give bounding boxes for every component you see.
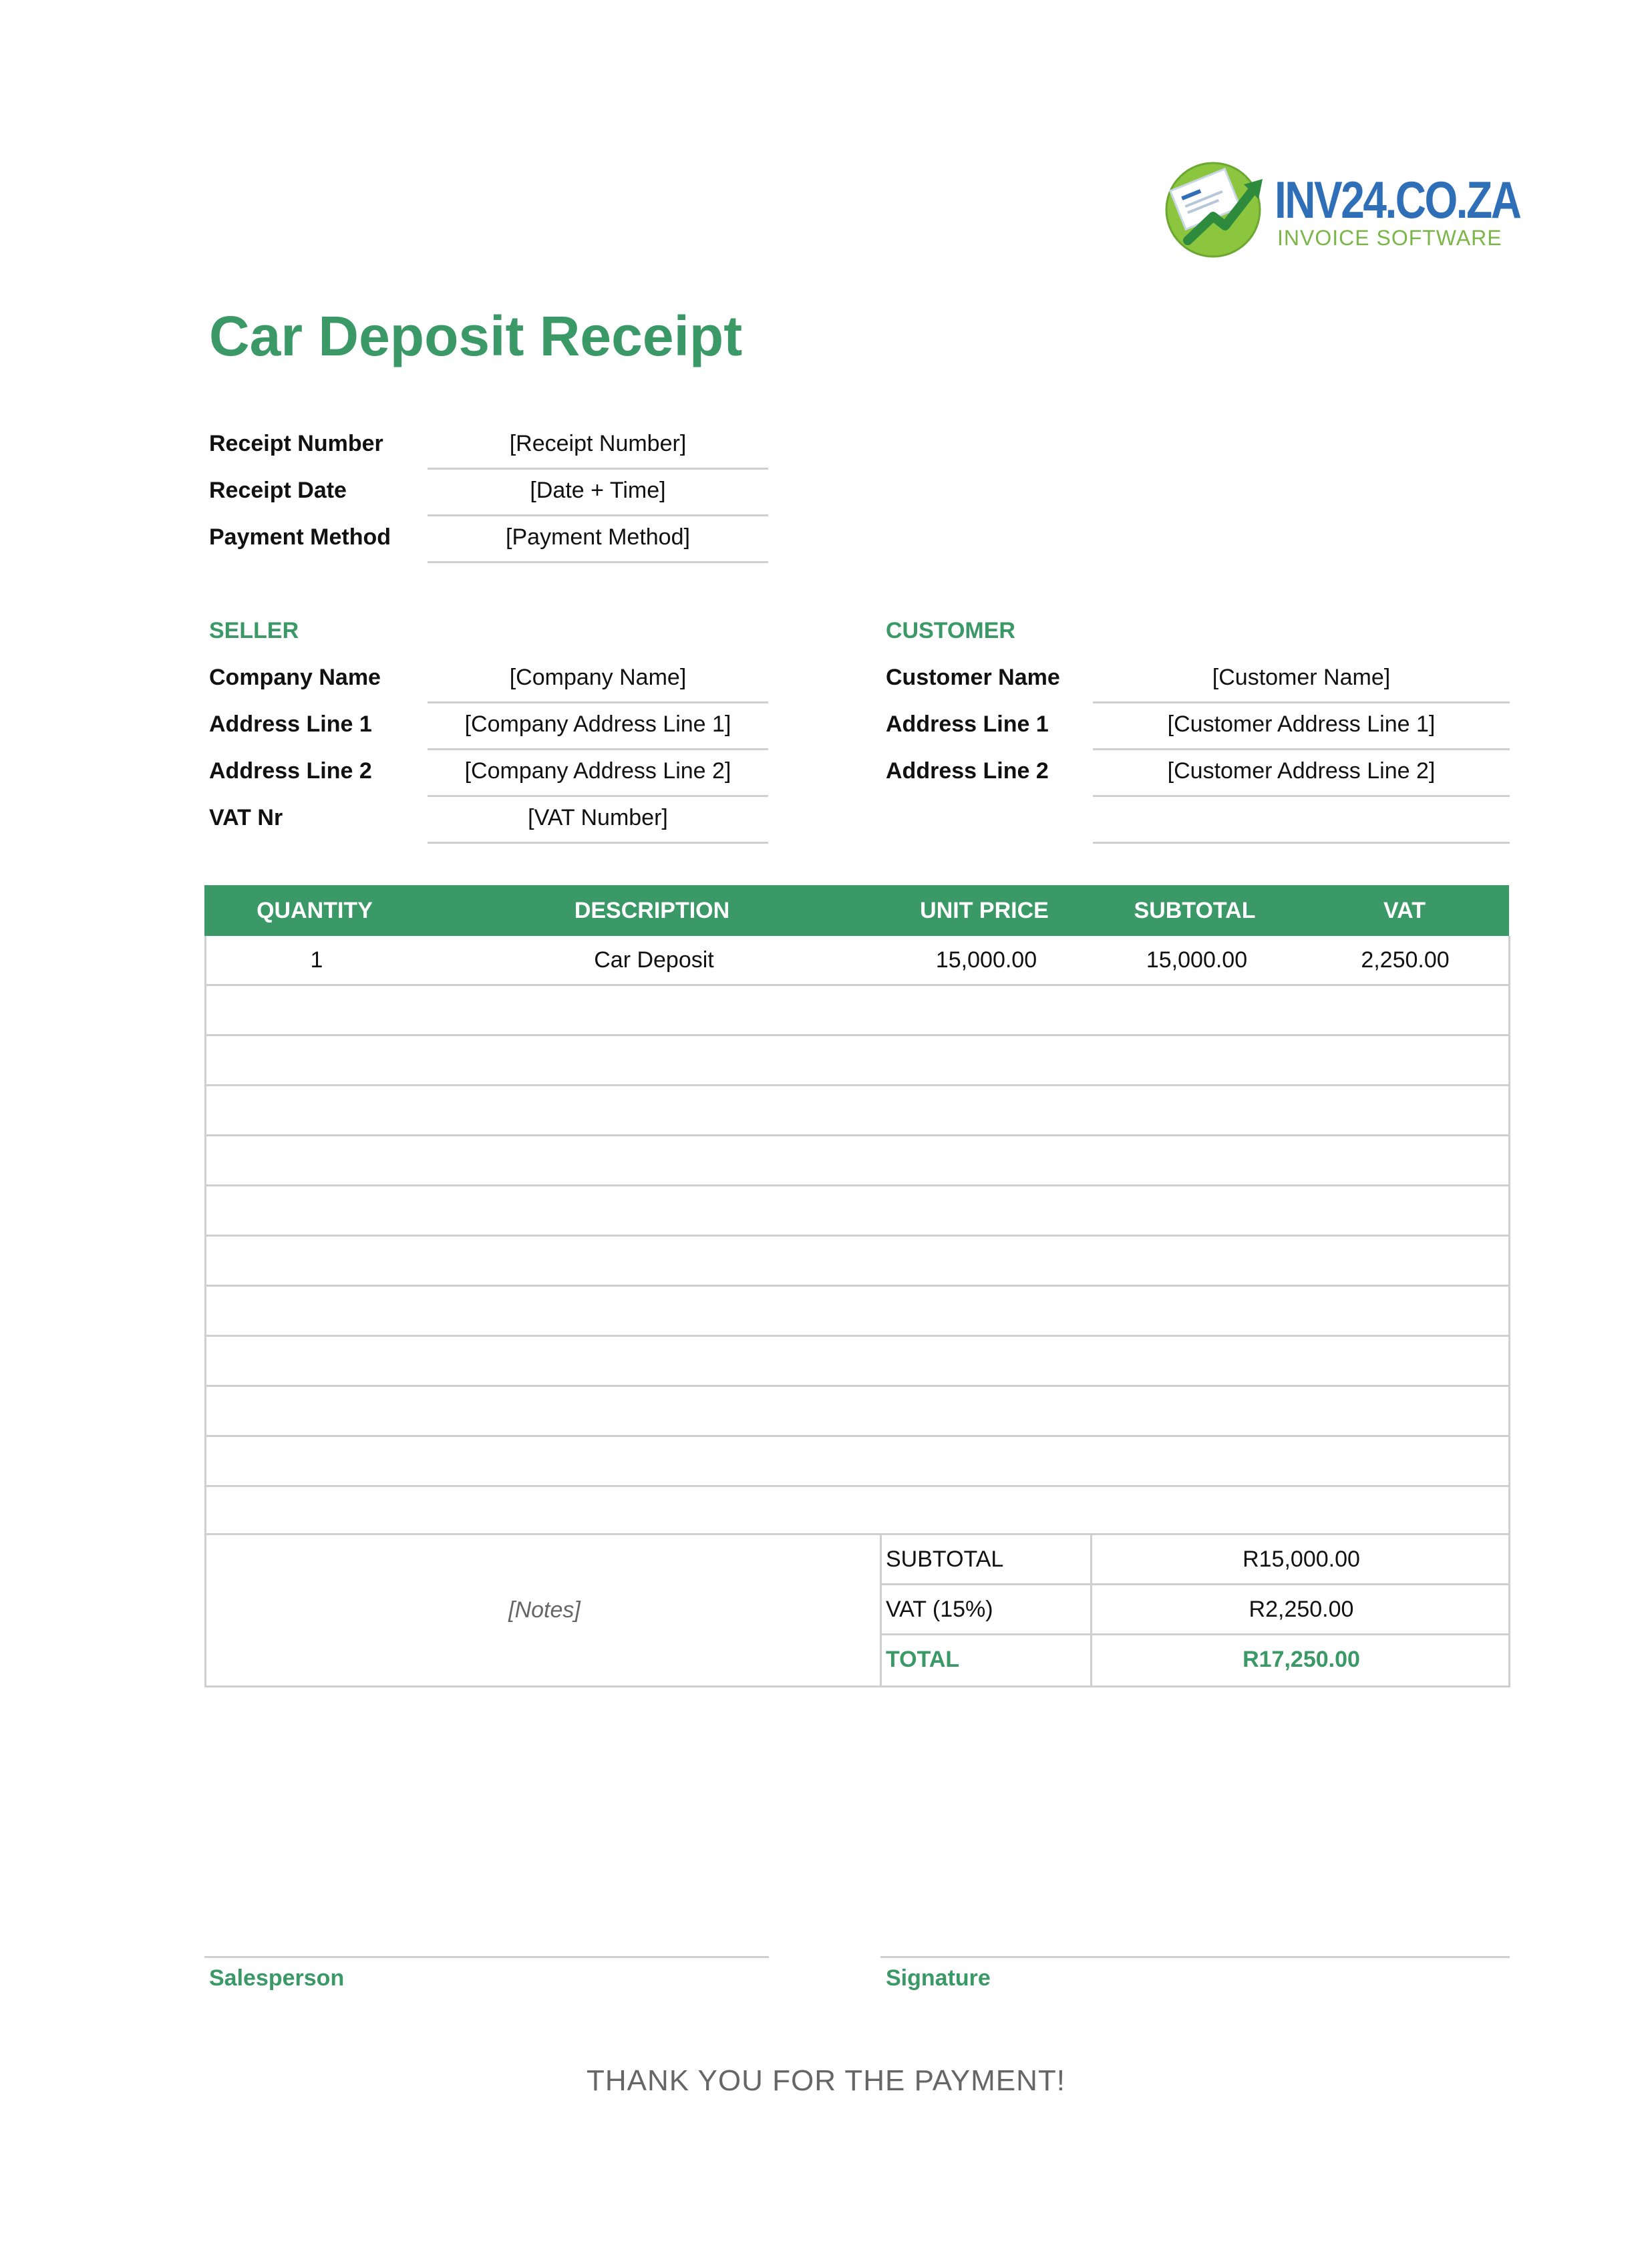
totals-grid — [880, 1535, 1510, 1685]
divider — [428, 561, 768, 563]
divider — [428, 842, 768, 844]
signature-label: Signature — [886, 1965, 991, 1991]
vat-value: R2,250.00 — [1249, 1597, 1354, 1622]
customer-name-value: [Customer Name] — [1212, 665, 1391, 690]
table-row — [206, 936, 1508, 986]
table-row — [206, 1437, 1508, 1487]
table-row — [206, 1136, 1508, 1186]
items-table-body — [204, 936, 1510, 1535]
totals-section — [204, 1535, 1510, 1687]
receipt-date-label: Receipt Date — [209, 478, 347, 503]
divider — [1093, 748, 1510, 750]
customer-address-line-1-label: Address Line 1 — [886, 711, 1049, 737]
divider — [428, 795, 768, 797]
cell-subtotal: 15,000.00 — [1146, 947, 1248, 973]
seller-address-line-1-value: [Company Address Line 1] — [464, 711, 731, 737]
cell-vat: 2,250.00 — [1361, 947, 1450, 973]
table-row — [206, 1387, 1508, 1437]
header-vat: VAT — [1383, 898, 1426, 923]
divider — [1093, 842, 1510, 844]
salesperson-label: Salesperson — [209, 1965, 345, 1991]
payment-method-value: [Payment Method] — [506, 524, 690, 550]
customer-address-line-2-label: Address Line 2 — [886, 758, 1049, 784]
seller-heading: SELLER — [209, 618, 299, 643]
receipt-number-value: [Receipt Number] — [509, 431, 687, 456]
table-row — [206, 1487, 1508, 1537]
notes-text: [Notes] — [508, 1597, 581, 1623]
salesperson-signature-line — [204, 1956, 769, 1958]
seller-address-line-1-label: Address Line 1 — [209, 711, 372, 737]
cell-quantity: 1 — [310, 947, 323, 973]
subtotal-value: R15,000.00 — [1243, 1547, 1360, 1572]
header-unit-price: UNIT PRICE — [920, 898, 1049, 923]
seller-company-name-label: Company Name — [209, 665, 381, 690]
seller-company-name-value: [Company Name] — [509, 665, 687, 690]
customer-name-label: Customer Name — [886, 665, 1060, 690]
seller-vat-value: [VAT Number] — [528, 805, 668, 830]
footer-message: THANK YOU FOR THE PAYMENT! — [586, 2064, 1066, 2097]
divider — [428, 701, 768, 703]
total-value: R17,250.00 — [1243, 1647, 1360, 1672]
total-label: TOTAL — [886, 1647, 960, 1672]
table-row — [206, 1036, 1508, 1086]
page-title: Car Deposit Receipt — [209, 305, 743, 367]
logo-graphic-icon — [1161, 155, 1275, 262]
receipt-date-value: [Date + Time] — [530, 478, 666, 503]
company-logo — [1161, 155, 1520, 262]
table-row — [206, 1287, 1508, 1337]
header-subtotal: SUBTOTAL — [1134, 898, 1256, 923]
total-row — [882, 1635, 1510, 1685]
cell-unit-price: 15,000.00 — [935, 947, 1037, 973]
subtotal-row — [882, 1535, 1510, 1585]
payment-method-label: Payment Method — [209, 524, 391, 550]
receipt-number-label: Receipt Number — [209, 431, 383, 456]
customer-address-line-1-value: [Customer Address Line 1] — [1167, 711, 1436, 737]
customer-heading: CUSTOMER — [886, 618, 1015, 643]
header-quantity: QUANTITY — [257, 898, 373, 923]
table-row — [206, 1086, 1508, 1136]
logo-tagline: INVOICE SOFTWARE — [1277, 226, 1502, 250]
table-row — [206, 986, 1508, 1036]
seller-vat-label: VAT Nr — [209, 805, 283, 830]
table-row — [206, 1337, 1508, 1387]
table-row — [206, 1237, 1508, 1287]
header-description: DESCRIPTION — [574, 898, 730, 923]
divider — [428, 748, 768, 750]
vat-label: VAT (15%) — [886, 1597, 993, 1622]
items-table-header — [204, 885, 1509, 936]
signature-line — [880, 1956, 1510, 1958]
cell-description: Car Deposit — [594, 947, 714, 973]
subtotal-label: SUBTOTAL — [886, 1547, 1004, 1572]
divider — [1093, 795, 1510, 797]
vat-row — [882, 1585, 1510, 1635]
logo-brand-text: INV24.CO.ZA — [1275, 170, 1520, 229]
divider — [1093, 701, 1510, 703]
divider — [428, 468, 768, 470]
seller-address-line-2-label: Address Line 2 — [209, 758, 372, 784]
seller-address-line-2-value: [Company Address Line 2] — [464, 758, 731, 784]
customer-address-line-2-value: [Customer Address Line 2] — [1167, 758, 1436, 784]
divider — [428, 514, 768, 516]
table-row — [206, 1186, 1508, 1237]
